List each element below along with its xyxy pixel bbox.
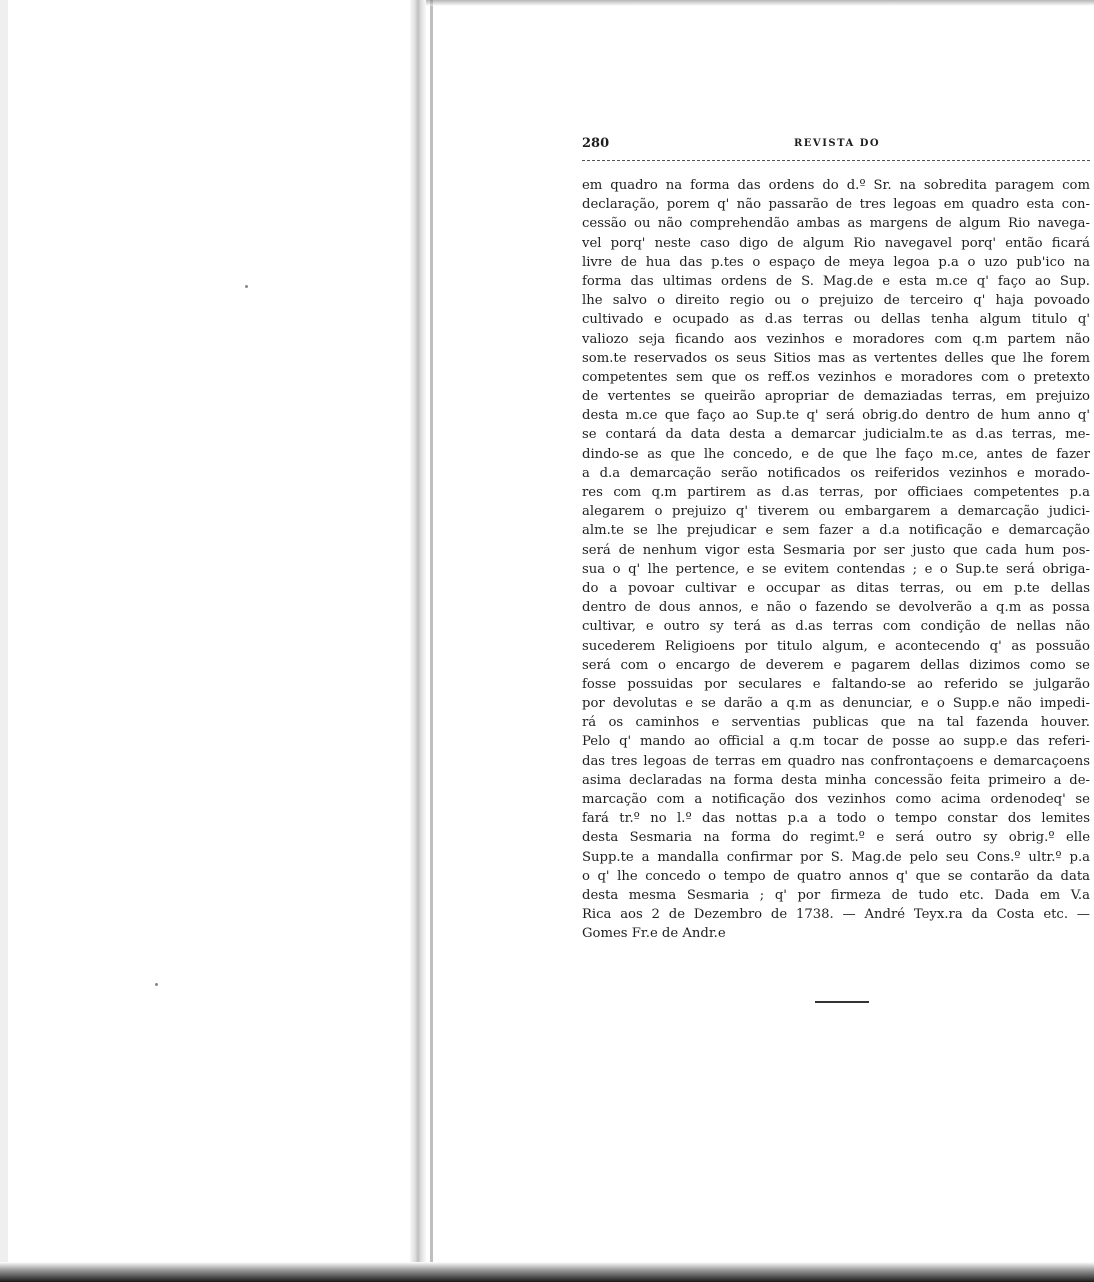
text-line: valiozo seja ficando aos vezinhos e moradores com q.m partem não: [582, 331, 1090, 347]
text-line: por devolutas e se darão a q.m as denunciar, e o Supp.e não impedi-: [582, 696, 1090, 712]
text-line: forma das ultimas ordens de S. Mag.de e esta m.ce q' faço ao Sup.: [582, 273, 1090, 289]
text-line: sua o q' lhe pertence, e se evitem contendas ; e o Sup.te será obriga-: [582, 561, 1090, 577]
text-line: asima declaradas na forma desta minha concessão feita primeiro a de-: [582, 772, 1090, 788]
book-binding-shadow: [410, 0, 426, 1282]
body-text: [582, 176, 1090, 944]
text-line: desta mesma Sesmaria ; q' por firmeza de tudo etc. Dada em V.a: [582, 887, 1090, 903]
text-line: desta Sesmaria na forma do regimt.º e será outro sy obrig.º elle: [582, 830, 1090, 846]
text-line: será com o encargo de deverem e pagarem dellas dizimos como se: [582, 657, 1090, 673]
text-line: fosse possuidas por seculares e faltando-se ao referido se julgarão: [582, 676, 1090, 692]
text-line: se contará da data desta a demarcar judicialm.te as d.as terras, me-: [582, 427, 1090, 443]
text-line: o q' lhe concedo o tempo de quatro annos q' que se contarão da data: [582, 868, 1090, 884]
text-line: Pelo q' mando ao official a q.m tocar de posse ao supp.e das referi-: [582, 734, 1090, 750]
text-line: declaração, porem q' não passarão de tres legoas em quadro esta con-: [582, 197, 1090, 213]
text-line: marcação com a notificação dos vezinhos como acima ordenodeq' se: [582, 792, 1090, 807]
scan-speck: [155, 983, 158, 986]
text-line: competentes sem que os reff.os vezinhos e moradores com o pretexto: [582, 369, 1090, 385]
text-line: será de nenhum vigor esta Sesmaria por ser justo que cada hum pos-: [582, 542, 1090, 558]
text-line: cultivar, e outro sy terá as d.as terras com condição de nellas não: [582, 619, 1090, 635]
text-line: de vertentes se queirão apropriar de demaziadas terras, em prejuizo: [582, 389, 1090, 405]
page-edge: [0, 0, 8, 1282]
top-page-edge: [426, 0, 1094, 6]
text-line: cessão ou não comprehendão ambas as margens de algum Rio navega-: [582, 216, 1090, 232]
text-line: alegarem o prejuizo q' tiverem ou embargarem a demarcação judici-: [582, 504, 1090, 520]
text-line: desta m.ce que faço ao Sup.te q' será obrig.do dentro de hum anno q': [582, 408, 1090, 424]
page-header: [582, 136, 1092, 156]
scan-bottom-edge: [0, 1262, 1094, 1282]
end-rule: [815, 1001, 869, 1003]
text-line: do a povoar cultivar e occupar as ditas terras, ou em p.te dellas: [582, 580, 1090, 596]
text-line: alm.te se lhe prejudicar e sem fazer a d.a notificação e demarcação: [582, 523, 1090, 539]
text-line: das tres legoas de terras em quadro nas confrontaçoens e demarcaçoens: [582, 753, 1090, 769]
text-line: res com q.m partirem as d.as terras, por officiaes competentes p.a: [582, 485, 1090, 500]
text-line: som.te reservados os seus Sitios mas as vertentes delles que lhe forem: [582, 350, 1090, 366]
running-head: REVISTA DO: [794, 138, 881, 149]
text-line: dentro de dous annos, e não o fazendo se devolverão a q.m as possa: [582, 600, 1090, 616]
text-line: vel porq' neste caso digo de algum Rio navegavel porq' então ficará: [582, 235, 1090, 251]
text-line: cultivado e ocupado as d.as terras ou dellas tenha algum titulo q': [582, 312, 1090, 328]
text-line: livre de hua das p.tes o espaço de meya legoa p.a o uzo pub'ico na: [582, 254, 1090, 270]
text-line: lhe salvo o direito regio ou o prejuizo de terceiro q' haja povoado: [582, 293, 1090, 309]
text-line: Gomes Fr.e de Andr.e: [582, 926, 726, 942]
scan-speck: [245, 285, 248, 288]
text-line: rá os caminhos e serventias publicas que na tal fazenda houver.: [582, 715, 1090, 731]
text-line: Supp.te a mandalla confirmar por S. Mag.de pelo seu Cons.º ultr.º p.a: [582, 849, 1090, 865]
text-line: sucederem Religioens por titulo algum, e acontecendo q' as possuão: [582, 638, 1090, 654]
text-line: em quadro na forma das ordens do d.º Sr. na sobredita paragem com: [582, 178, 1090, 193]
page-number: 280: [582, 136, 610, 151]
header-rule: [582, 160, 1090, 161]
text-line: a d.a demarcação serão notificados os reiferidos vezinhos e morado-: [582, 465, 1090, 481]
text-line: Rica aos 2 de Dezembro de 1738. — André Teyx.ra da Costa etc. —: [582, 907, 1090, 923]
book-gutter-line: [430, 0, 433, 1282]
text-line: dindo-se as que lhe concedo, e de que lhe faço m.ce, antes de fazer: [582, 446, 1090, 462]
text-line: fará tr.º no l.º das nottas p.a a todo o tempo constar dos lemites: [582, 811, 1090, 827]
